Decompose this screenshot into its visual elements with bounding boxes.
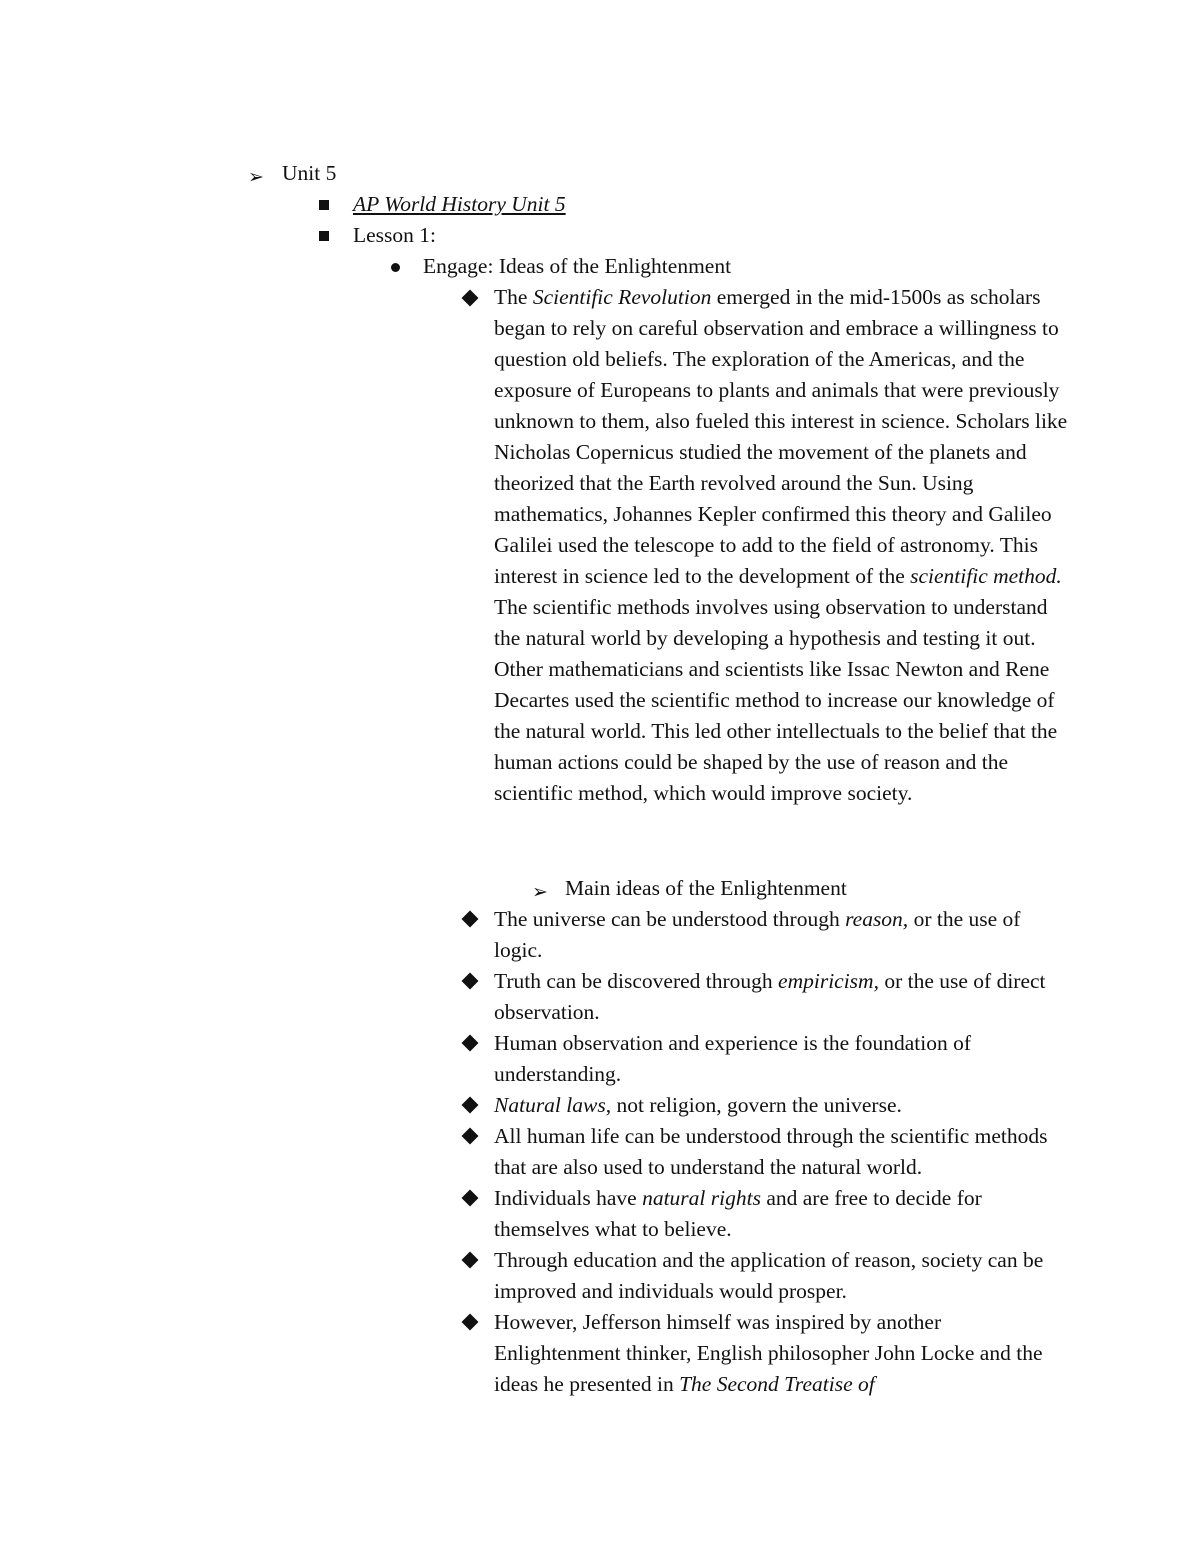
idea-item: Human observation and experience is the foundation of understanding. [494, 1031, 972, 1086]
engage-heading: Engage: Ideas of the Enlightenment [423, 254, 732, 278]
idea-item: Through education and the application of reason, society can be improved and individuals would prosper. [494, 1248, 1044, 1303]
scientific-revolution-paragraph: The Scientific Revolution emerged in the mid-1500s as scholars began to rely on careful observation and embrace a willingness to question old beliefs. The exploration of the Americas, and the exposure of Europeans to plants and animals that were previously unknown to them, also fueled this interest in science. Scholars like Nicholas Copernicus studied the movement of the planets and theorized that the Earth revolved around the Sun. Using mathematics, Johannes Kepler confirmed this theory and Galileo Galilei used the telescope to add to the field of astronomy. This interest in science led to the development of the scientific method. The scientific methods involves using observation to understand the natural world by developing a hypothesis and testing it out. Other mathematicians and scientists like Issac Newton and Rene Decartes used the scientific method to increase our knowledge of the natural world. This led other intellectuals to the belief that the human actions could be shaped by the use of reason and the scientific method, which would improve society. [494, 285, 1068, 805]
main-ideas-heading: Main ideas of the Enlightenment [565, 876, 847, 900]
idea-item: Natural laws, not religion, govern the universe. [494, 1093, 902, 1117]
diamond-bullet-icon [462, 973, 479, 990]
diamond-bullet-icon [462, 1252, 479, 1269]
idea-item: Individuals have natural rights and are free to decide for themselves what to believe. [494, 1186, 982, 1241]
square-bullet-icon [319, 231, 329, 241]
diamond-bullet-icon [462, 1035, 479, 1052]
diamond-bullet-icon [462, 911, 479, 928]
arrow-bullet-icon: ➢ [532, 881, 548, 903]
diamond-bullet-icon [462, 1314, 479, 1331]
idea-item: However, Jefferson himself was inspired by another Enlightenment thinker, English philosopher John Locke and the ideas he presented in The Second Treatise of [494, 1310, 1043, 1396]
diamond-bullet-icon [462, 290, 479, 307]
round-bullet-icon [391, 263, 400, 272]
square-bullet-icon [319, 200, 329, 210]
ap-world-history-link[interactable]: AP World History Unit 5 [353, 192, 566, 216]
diamond-bullet-icon [462, 1128, 479, 1145]
diamond-bullet-icon [462, 1097, 479, 1114]
idea-item: The universe can be understood through reason, or the use of logic. [494, 907, 1021, 962]
diamond-bullet-icon [462, 1190, 479, 1207]
unit-heading: Unit 5 [282, 161, 337, 185]
idea-item: Truth can be discovered through empiricism, or the use of direct observation. [494, 969, 1046, 1024]
idea-item: All human life can be understood through the scientific methods that are also used to understand the natural world. [494, 1124, 1048, 1179]
lesson-heading: Lesson 1: [353, 223, 437, 247]
arrow-bullet-icon: ➢ [248, 166, 264, 188]
